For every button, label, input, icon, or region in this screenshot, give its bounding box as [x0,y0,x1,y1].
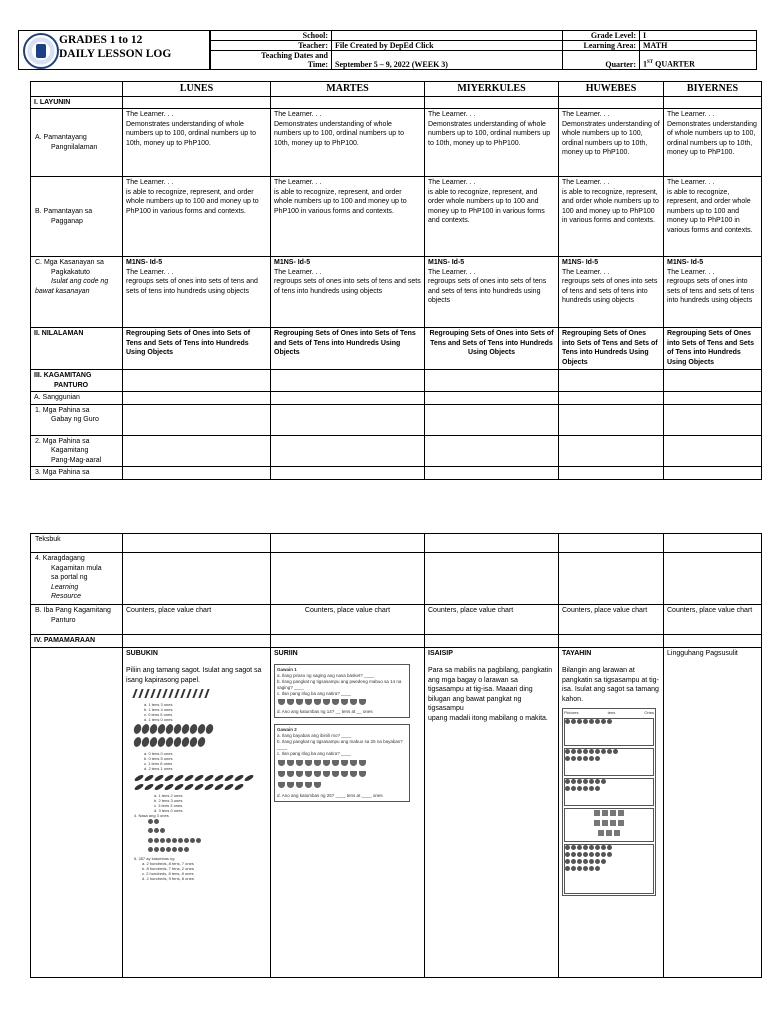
logo-box [18,30,210,70]
row-label-sanggunian: A. Sanggunian [31,392,123,405]
materials-thu: Counters, place value chart [559,605,664,635]
performance-standard-thu: The Learner. . . is able to recognize, represent, and order whole numbers up to 100 and money up to PhP100 in various forms and contexts. [559,177,664,257]
procedure-tue: SURIIN Gawain 1 a. Ilang piraso ng saging ang nasa basket? ____ b. Ilang pangkat ng tigsasampu ang pwedeng mabuo sa 14 na saging? ____ c. Ilan pang itlog ba ang natira? ____ d. Ano ang katumbas ng 14? __ tens at __ ones Gawain 2 a. Ilang bayabas ang ibinili mo? ____ b. Ilang pangkat ng tigsasampu ang mabuo sa 25 na bayabas? ____ c. Ilan pang itlog ba ang natira? ____ d. Ano ang katumbas ng 25? ____ tens at ____ ones [271,647,425,977]
lesson-log-header [18,30,760,70]
performance-standard-mon: The Learner. . . is able to recognize, represent, and order whole numbers up to 100 and money up to PhP100 in various forms and contexts. [123,177,271,257]
materials-mon: Counters, place value chart [123,605,271,635]
options-1: a. 1 tens 3 ones b. 1 tens 4 ones c. 0 tens 5 ones d. 1 tens 0 ones [144,701,173,722]
dates-value: September 5 – 9, 2022 (WEEK 3) [332,51,563,70]
quarter-value: 1ST QUARTER [640,51,757,70]
lesson-table-part1 [30,81,762,480]
subukin-worksheet: a. 1 tens 3 ones b. 1 tens 4 ones c. 0 tens 5 ones d. 1 tens 0 ones a. 0 tens 0 ones b. 0 tens 5 ones c. 1 tens 6 ones d. 2 tens 1 ones a. 1 tens 2 ones b. 2 tens 3 ones c. 3 tens 3 ones d. 3 tens 0 ones 4. Nasa ang 3 ones 5. 287 ay katumbas ng a. 2 hundreds, 8 tens, 7 ones b. 8 hundreds, 7 tens, 2 ones c. 2 hundreds, 8 tens, 8 ones d. 2 hundreds, 9 tens, 8 ones [126,689,267,881]
teacher-value: File Created by DepEd Click [332,41,563,51]
row-label-additional-materials: 4. Karagdagang Kagamitan mula sa portal ng Learning Resource [31,553,123,605]
content-standard-wed: The Learner. . . Demonstrates understanding of whole numbers up to 100, ordinal numbers up to 10th, money up to PhP100. [425,109,559,177]
procedure-label-cell [31,647,123,977]
day-header-wed: MIYERKULES [425,82,559,97]
school-label: School: [211,31,332,41]
content-fri: Regrouping Sets of Ones into Sets of Tens and Sets of Tens into Hundreds Using Objects [664,328,762,370]
gawain-1-box: Gawain 1 a. Ilang piraso ng saging ang nasa basket? ____ b. Ilang pangkat ng tigsasampu ang pwedeng mabuo sa 14 na saging? ____ c. Ilan pang itlog ba ang natira? ____ d. Ano ang katumbas ng 14? __ tens at __ ones [274,664,410,718]
teacher-label: Teacher: [211,41,332,51]
row-label-other-materials: B. Iba Pang Kagamitang Panturo [31,605,123,635]
section-layunin: I. LAYUNIN [31,96,123,109]
section-nilalaman: II. NILALAMAN [31,328,123,370]
day-header-fri: BIYERNES [664,82,762,97]
row-label-teksbuk: Teksbuk [31,534,123,553]
procedure-wed: ISAISIP Para sa mabilis na pagbilang, pangkatin ang mga bagay o larawan sa tigsasampu at tig-isa. Maaari ding bilugan ang bawat pangkat ng tigsasampu upang madali itong mabilang o makita. [425,647,559,977]
options-5: a. 2 hundreds, 8 tens, 7 ones b. 8 hundreds, 7 tens, 2 ones c. 2 hundreds, 8 tens, 8 ones d. 2 hundreds, 9 tens, 8 ones [142,860,194,881]
beans-row [134,724,267,751]
day-header-thu: HUWEBES [559,82,664,97]
content-standard-tue: The Learner. . . Demonstrates understanding of whole numbers up to 100, ordinal numbers up to 10th, money up to PhP100. [271,109,425,177]
day-header-tue: MARTES [271,82,425,97]
corner-cell [31,82,123,97]
row-label-teacher-guide: 1. Mga Pahina sa Gabay ng Guro [31,404,123,435]
performance-standard-tue: The Learner. . . is able to recognize, represent, and order whole numbers up to 100 and money up to PhP100 in various forms and contexts. [271,177,425,257]
lesson-table-part2 [30,533,762,978]
materials-fri: Counters, place value chart [664,605,762,635]
materials-tue: Counters, place value chart [271,605,425,635]
performance-standard-wed: The Learner. . . is able to recognize, represent, and order whole numbers up to 100 and money up to PhP100 in various forms and contexts. [425,177,559,257]
deped-seal-icon [23,33,59,69]
row-label-performance-standard: B. Pamantayan sa Pagganap [31,177,123,257]
school-value [332,31,563,41]
content-wed: Regrouping Sets of Ones into Sets of Tens and Sets of Tens into Hundreds Using Objects [425,328,559,370]
log-title: GRADES 1 to 12 DAILY LESSON LOG [59,34,172,60]
content-thu: Regrouping Sets of Ones into Sets of Tens and Sets of Tens into Hundreds Using Objects [559,328,664,370]
row-label-content-standard: A. Pamantayang Pangnilalaman [31,109,123,177]
header-meta-table [210,30,757,70]
competency-tue: M1NS- Id-5 The Learner. . . regroups sets of ones into sets of tens and sets of tens into hundreds using objects [271,257,425,328]
area-value: MATH [640,41,757,51]
content-standard-thu: The Learner. . . Demonstrates understanding of whole numbers up to 100, ordinal numbers up to 10th, money up to PhP100. [559,109,664,177]
competency-thu: M1NS- Id-5 The Learner. . . regroups sets of ones into sets of tens and sets of tens into hundreds using objects [559,257,664,328]
sticks-row [134,689,267,702]
content-mon: Regrouping Sets of Ones into Sets of Tens and Sets of Tens into Hundreds Using Objects [123,328,271,370]
competency-wed: M1NS- Id-5 The Learner. . . regroups sets of ones into sets of tens and sets of tens into hundreds using objects [425,257,559,328]
procedure-thu: TAYAHIN Bilangin ang larawan at pangkatin sa tigsasampu at tig-isa. Isulat ang sagot sa tamang kahon. Pictures tens Ones [559,647,664,977]
content-standard-fri: The Learner. . . Demonstrates understanding of whole numbers up to 100, ordinal numbers up to 10th, money up to PhP100. [664,109,762,177]
section-kagamitan: III. KAGAMITANG PANTURO [31,370,123,392]
procedure-fri: Lingguhang Pagsusulit [664,647,762,977]
content-tue: Regrouping Sets of Ones into Sets of Tens and Sets of Tens into Hundreds Using Objects [271,328,425,370]
procedure-mon: SUBUKIN Piliin ang tamang sagot. Isulat ang sagot sa isang kapirasong papel. a. 1 tens 3 ones b. 1 tens 4 ones c. 0 tens 5 ones d. 1 tens 0 ones a. 0 tens 0 ones b. 0 tens 5 ones c. 1 tens 6 ones d. 2 tens 1 ones a. 1 tens 2 ones b. 2 tens 3 ones c. 3 tens 3 ones d. 3 tens 0 ones 4. Nasa ang 3 ones 5. 287 ay katumbas ng a. 2 hundreds, 8 tens, 7 ones b. 8 hundreds, 7 tens, 2 ones c. 2 hundreds, 8 tens, 8 ones d. 2 hundreds, 9 tens, 8 ones [123,647,271,977]
leaves-row [134,774,267,793]
options-2: a. 0 tens 0 ones b. 0 tens 5 ones c. 1 tens 6 ones d. 2 tens 1 ones [144,750,173,771]
tayahin-worksheet: Pictures tens Ones [562,708,656,896]
section-pamamaraan: IV. PAMAMARAAN [31,635,123,648]
content-standard-mon: The Learner. . . Demonstrates understanding of whole numbers up to 100, ordinal numbers up to 10th, money up to PhP100. [123,109,271,177]
grade-label: Grade Level: [563,31,640,41]
row-label-competency: C. Mga Kasanayan sa Pagkakatuto Isulat ang code ng bawat kasanayan [31,257,123,328]
materials-wed: Counters, place value chart [425,605,559,635]
row-label-learner-material: 2. Mga Pahina sa Kagamitang Pang-Mag-aaral [31,435,123,467]
area-label: Learning Area: [563,41,640,51]
day-header-mon: LUNES [123,82,271,97]
performance-standard-fri: The Learner. . . is able to recognize, represent, and order whole numbers up to 100 and money up to PhP100 in various forms and contexts. [664,177,762,257]
balls-rows [134,818,267,856]
options-3: a. 1 tens 2 ones b. 2 tens 3 ones c. 3 tens 3 ones d. 3 tens 0 ones [154,792,183,813]
competency-fri: M1NS- Id-5 The Learner. . . regroups sets of ones into sets of tens and sets of tens into hundreds using objects [664,257,762,328]
row-label-textbook: 3. Mga Pahina sa [31,467,123,480]
competency-mon: M1NS- Id-5 The Learner. . . regroups sets of ones into sets of tens and sets of tens into hundreds using objects [123,257,271,328]
quarter-label: Quarter: [563,51,640,70]
dates-label: Teaching Dates and Time: [211,51,332,70]
gawain-2-box: Gawain 2 a. Ilang bayabas ang ibinili mo? ____ b. Ilang pangkat ng tigsasampu ang mabuo sa 25 na bayabas? ____ c. Ilan pang itlog ba ang natira? ____ d. Ano ang katumbas ng 25? ____ tens at ____ ones [274,724,410,802]
grade-value: I [640,31,757,41]
